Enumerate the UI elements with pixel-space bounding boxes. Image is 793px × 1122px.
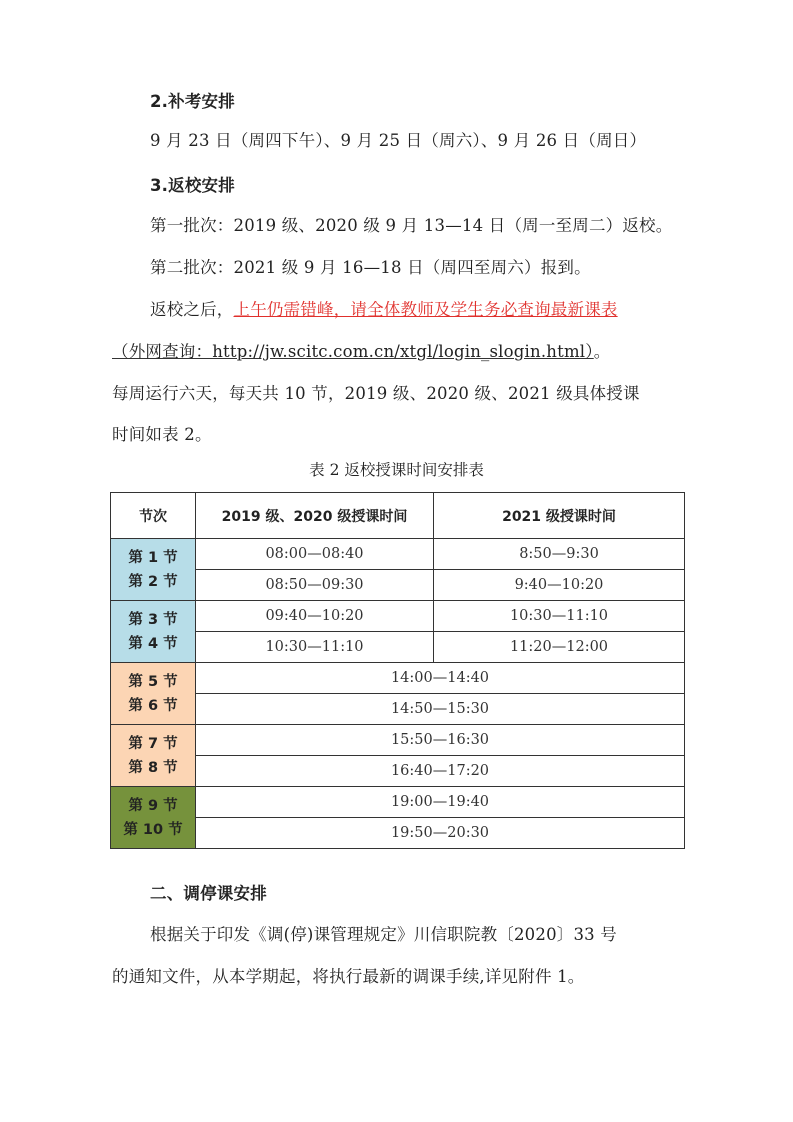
time-cell: 10:30—11:10 — [196, 632, 434, 663]
schedule-paragraph-line2: 时间如表 2。 — [112, 425, 212, 444]
makeup-exam-dates: 9 月 23 日（周四下午）、9 月 25 日（周六）、9 月 26 日（周日） — [150, 131, 647, 150]
time-cell-2021: 11:20—12:00 — [434, 632, 685, 663]
table-row — [111, 663, 685, 694]
header-2021: 2021 级授课时间 — [434, 493, 685, 539]
time-cell: 08:00—08:40 — [196, 539, 434, 570]
period-label-cell — [111, 725, 196, 787]
time-cell: 08:50—09:30 — [196, 570, 434, 601]
timetable-query-link[interactable]: （外网查询：http://jw.scitc.com.cn/xtgl/login_slogin.html） — [112, 342, 594, 361]
period-label: 第 9 节 — [128, 797, 178, 814]
class-schedule-table — [110, 492, 685, 849]
period-label: 第 10 节 — [123, 821, 183, 838]
table-row — [111, 632, 685, 663]
time-cell: 09:40—10:20 — [196, 601, 434, 632]
return-school-heading: 3.返校安排 — [150, 176, 235, 195]
period-label: 第 4 节 — [128, 635, 178, 652]
period-label: 第 2 节 — [128, 573, 178, 590]
after-return-paragraph — [150, 296, 618, 320]
time-cell-2021: 9:40—10:20 — [434, 570, 685, 601]
period-label: 第 8 节 — [128, 759, 178, 776]
time-cell: 19:50—20:30 — [196, 818, 685, 849]
query-suffix: 。 — [593, 342, 611, 361]
stagger-notice-highlight: 上午仍需错峰，请全体教师及学生务必查询最新课表 — [233, 300, 618, 319]
period-label: 第 7 节 — [128, 735, 178, 752]
time-cell-2021: 8:50—9:30 — [434, 539, 685, 570]
period-label-cell — [111, 787, 196, 849]
reschedule-line1: 根据关于印发《调(停)课管理规定》川信职院教〔2020〕33 号 — [150, 925, 618, 944]
period-label-cell — [111, 601, 196, 663]
header-period: 节次 — [111, 493, 196, 539]
time-cell: 14:00—14:40 — [196, 663, 685, 694]
period-label-cell — [111, 539, 196, 601]
table-row — [111, 725, 685, 756]
time-cell-2021: 10:30—11:10 — [434, 601, 685, 632]
time-cell: 19:00—19:40 — [196, 787, 685, 818]
time-cell: 15:50—16:30 — [196, 725, 685, 756]
table-row — [111, 787, 685, 818]
after-return-prefix: 返校之后， — [150, 300, 234, 319]
batch1-text: 第一批次：2019 级、2020 级 9 月 13—14 日（周一至周二）返校。 — [150, 216, 673, 235]
period-label: 第 1 节 — [128, 549, 178, 566]
header-2019-2020: 2019 级、2020 级授课时间 — [196, 493, 434, 539]
table-row — [111, 539, 685, 570]
batch2-text: 第二批次：2021 级 9 月 16—18 日（周四至周六）报到。 — [150, 258, 591, 277]
time-cell: 16:40—17:20 — [196, 756, 685, 787]
period-label: 第 6 节 — [128, 697, 178, 714]
table-row — [111, 694, 685, 725]
table-caption: 表 2 返校授课时间安排表 — [309, 461, 484, 479]
schedule-paragraph-line1: 每周运行六天，每天共 10 节，2019 级、2020 级、2021 级具体授课 — [112, 384, 640, 403]
table-row — [111, 601, 685, 632]
reschedule-line2: 的通知文件，从本学期起，将执行最新的调课手续,详见附件 1。 — [112, 967, 585, 986]
period-label-cell — [111, 663, 196, 725]
period-label: 第 5 节 — [128, 673, 178, 690]
table-row — [111, 570, 685, 601]
reschedule-heading: 二、调停课安排 — [150, 884, 267, 903]
period-label: 第 3 节 — [128, 611, 178, 628]
table-row — [111, 756, 685, 787]
query-line — [112, 338, 610, 362]
table-header-row — [111, 493, 685, 539]
time-cell: 14:50—15:30 — [196, 694, 685, 725]
table-row — [111, 818, 685, 849]
makeup-exam-heading: 2.补考安排 — [150, 92, 235, 111]
